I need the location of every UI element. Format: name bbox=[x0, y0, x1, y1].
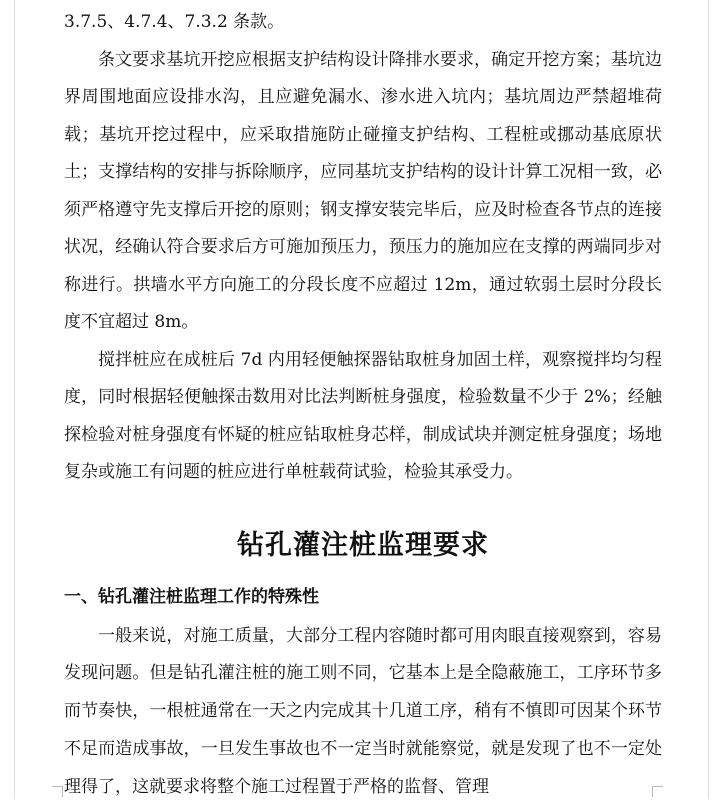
paragraph-excavation-requirements: 条文要求基坑开挖应根据支护结构设计降排水要求，确定开挖方案；基坑边界周围地面应设排水沟，且应避免漏水、渗水进入坑内；基坑周边严禁超堆荷载；基坑开挖过程中，应采取措施防止碰撞支护结构、工程桩或挪动基底原状土；支撑结构的安排与拆除顺序，应同基坑支护结构的设计计算工况相一致，必须严格遵守先支撑后开挖的原则；钢支撑安装完毕后，应及时检查各节点的连接状况，经确认符合要求后方可施加预压力，预压力的施加应在支撑的两端同步对称进行。拱墙水平方向施工的分段长度不应超过 12m，通过软弱土层时分段长度不宜超过 8m。 bbox=[64, 49, 662, 332]
paragraph-bored-pile-characteristics: 一般来说，对施工质量，大部分工程内容随时都可用肉眼直接观察到，容易发现问题。但是钻孔灌注桩的施工则不同，它基本上是全隐蔽施工，工序环节多而节奏快，一根桩通常在一天之内完成其十几道工序，稍有不慎即可因某个环节不足而造成事故，一旦发生事故也不一定当时就能察觉，就是发现了也不一定处理得了，这就要求将整个施工过程置于严格的监督、管理 bbox=[64, 625, 662, 797]
paragraph-clause-reference: 3.7.5、4.7.4、7.3.2 条款。 bbox=[64, 12, 285, 32]
page-edge-right bbox=[708, 0, 709, 799]
page-corner-mark-left bbox=[52, 786, 63, 797]
section-subheading: 一、钻孔灌注桩监理工作的特殊性 bbox=[64, 586, 319, 607]
document-body bbox=[64, 4, 662, 807]
page-edge-left bbox=[14, 0, 15, 799]
paragraph-mixing-pile-inspection: 搅拌桩应在成桩后 7d 内用轻便触探器钻取桩身加固土样，观察搅拌均匀程度，同时根据轻便触探击数用对比法判断桩身强度，检验数量不少于 2%；经触探检验对桩身强度有怀疑的桩应钻取桩身芯样，制成试块并测定桩身强度；场地复杂或施工有问题的桩应进行单桩载荷试验，检验其承受力。 bbox=[64, 349, 662, 482]
section-title: 钻孔灌注桩监理要求 bbox=[237, 529, 489, 561]
